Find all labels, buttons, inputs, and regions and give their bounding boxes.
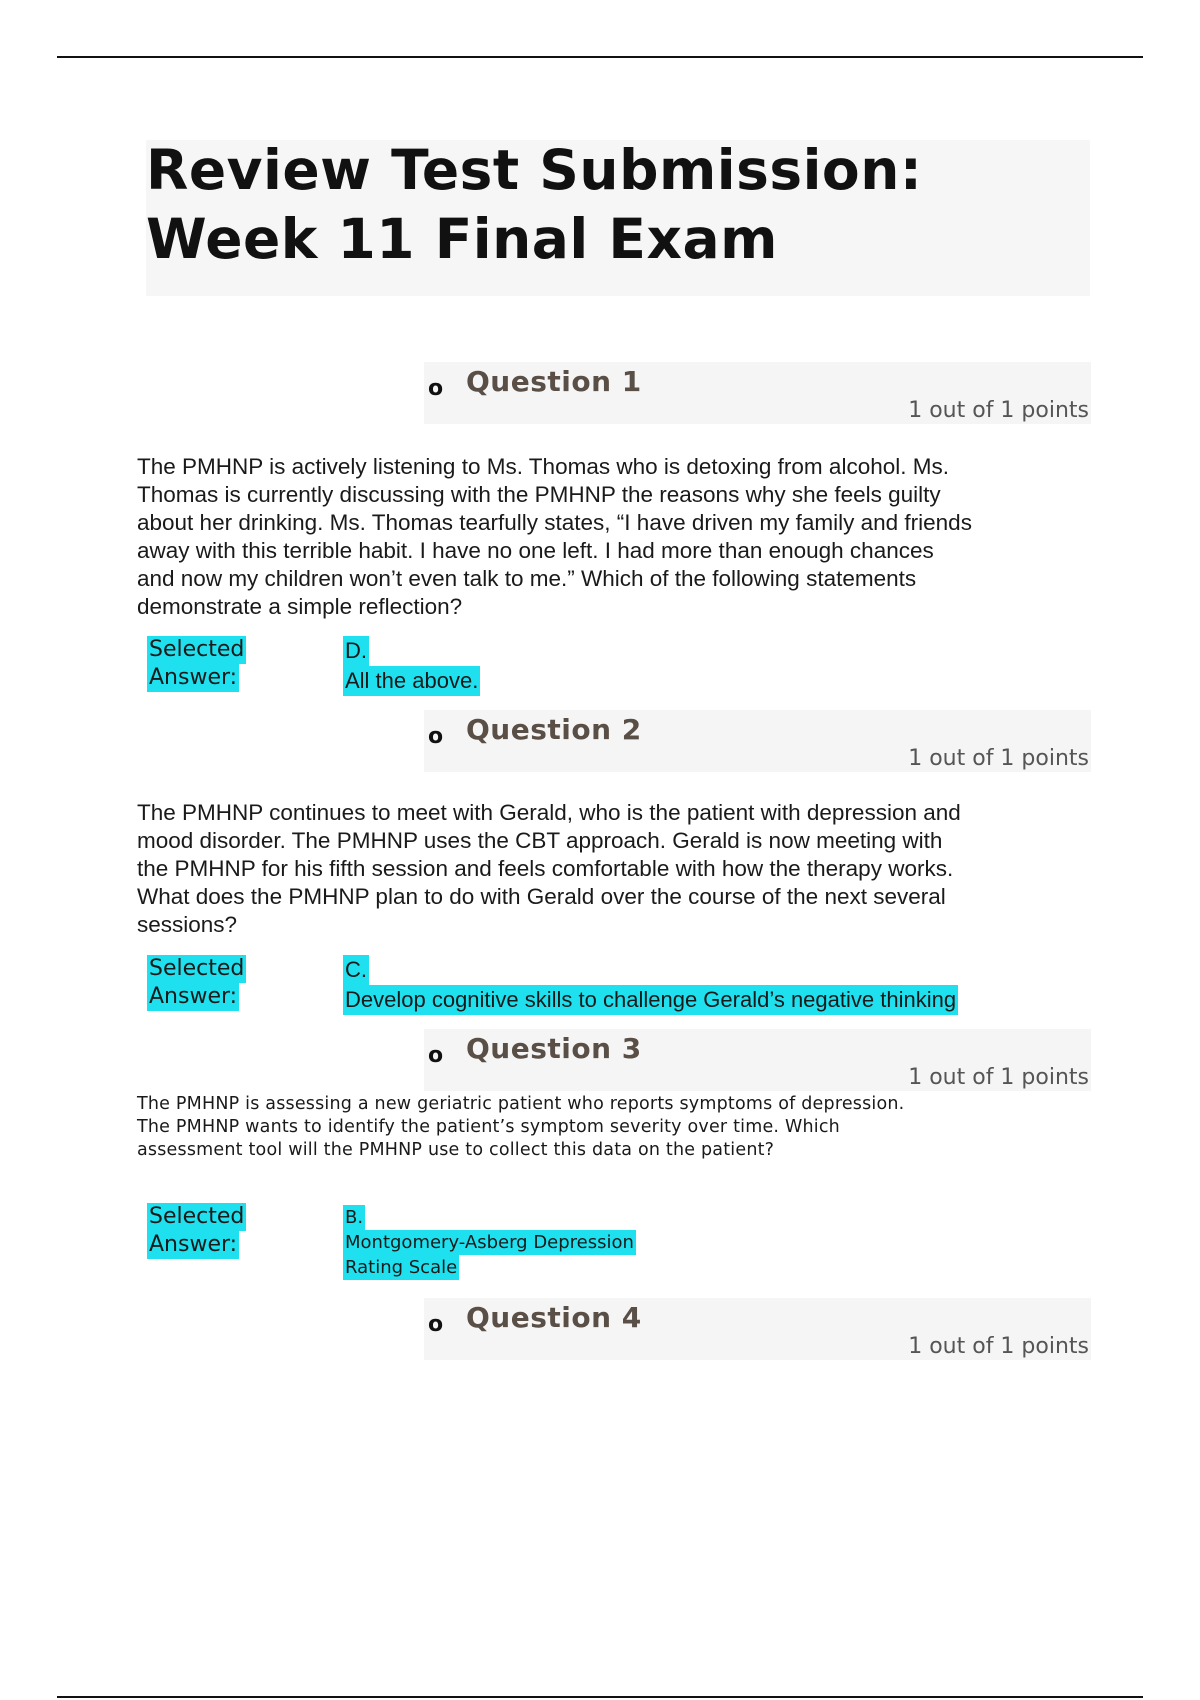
question-points: 1 out of 1 points — [908, 746, 1089, 771]
question-text-line: mood disorder. The PMHNP uses the CBT approach. Gerald is now meeting with — [137, 828, 943, 853]
question-text-line: assessment tool will the PMHNP use to collect this data on the patient? — [137, 1140, 775, 1160]
page-title — [146, 136, 1090, 274]
question-header-3[interactable] — [424, 1029, 1091, 1091]
question-text-3 — [137, 1093, 904, 1162]
selected-label-line: Answer: — [149, 1232, 238, 1257]
question-points: 1 out of 1 points — [908, 1334, 1089, 1359]
question-title: Question 1 — [466, 365, 642, 398]
question-text-line: What does the PMHNP plan to do with Gerald over the course of the next several — [137, 884, 946, 909]
question-text-line: sessions? — [137, 912, 238, 937]
bottom-rule — [57, 1696, 1143, 1698]
question-title: Question 4 — [466, 1301, 642, 1334]
selected-answer-1 — [343, 636, 480, 696]
question-text-line: the PMHNP for his fifth session and feels comfortable with how the therapy works. — [137, 856, 954, 881]
question-text-line: The PMHNP wants to identify the patient’s symptom severity over time. Which — [137, 1117, 840, 1137]
answer-letter: C. — [343, 955, 369, 985]
question-text-line: The PMHNP is assessing a new geriatric patient who reports symptoms of depression. — [137, 1094, 905, 1114]
question-title: Question 3 — [466, 1032, 642, 1065]
page-title-line-2: Week 11 Final Exam — [146, 207, 778, 271]
selected-answer-3 — [343, 1205, 636, 1280]
answer-letter: B. — [345, 1207, 364, 1228]
answer-text: Develop cognitive skills to challenge Gerald’s negative thinking — [343, 985, 958, 1015]
bullet-icon: o — [428, 724, 444, 749]
question-text-line: Thomas is currently discussing with the PMHNP the reasons why she feels guilty — [137, 482, 941, 507]
page-title-line-1: Review Test Submission: — [146, 138, 923, 202]
selected-answer-2 — [343, 955, 958, 1015]
answer-letter: D. — [343, 636, 369, 666]
selected-answer-label — [147, 1203, 246, 1259]
question-points: 1 out of 1 points — [908, 398, 1089, 423]
question-header-2[interactable] — [424, 710, 1091, 772]
bullet-icon: o — [428, 1043, 444, 1068]
question-text-line: The PMHNP is actively listening to Ms. Thomas who is detoxing from alcohol. Ms. — [137, 454, 949, 479]
question-text-2 — [137, 799, 961, 939]
question-text-line: demonstrate a simple reflection? — [137, 594, 463, 619]
answer-text: Rating Scale — [345, 1257, 458, 1278]
top-rule — [57, 56, 1143, 58]
answer-text: All the above. — [343, 666, 480, 696]
bullet-icon: o — [428, 376, 444, 401]
selected-label-line: Selected — [149, 1204, 245, 1229]
question-text-line: about her drinking. Ms. Thomas tearfully states, “I have driven my family and friends — [137, 510, 972, 535]
question-title: Question 2 — [466, 713, 642, 746]
selected-label-line: Selected — [149, 637, 245, 662]
question-text-1 — [137, 453, 972, 621]
question-points: 1 out of 1 points — [908, 1065, 1089, 1090]
answer-text: Montgomery-Asberg Depression — [345, 1232, 634, 1253]
selected-label-line: Answer: — [149, 665, 238, 690]
question-text-line: away with this terrible habit. I have no one left. I had more than enough chances — [137, 538, 934, 563]
selected-answer-label — [147, 636, 246, 692]
question-header-4[interactable] — [424, 1298, 1091, 1360]
selected-label-line: Selected — [149, 956, 245, 981]
question-header-1[interactable] — [424, 362, 1091, 424]
question-text-line: and now my children won’t even talk to me.” Which of the following statements — [137, 566, 917, 591]
selected-label-line: Answer: — [149, 984, 238, 1009]
question-text-line: The PMHNP continues to meet with Gerald, who is the patient with depression and — [137, 800, 961, 825]
bullet-icon: o — [428, 1312, 444, 1337]
selected-answer-label — [147, 955, 246, 1011]
